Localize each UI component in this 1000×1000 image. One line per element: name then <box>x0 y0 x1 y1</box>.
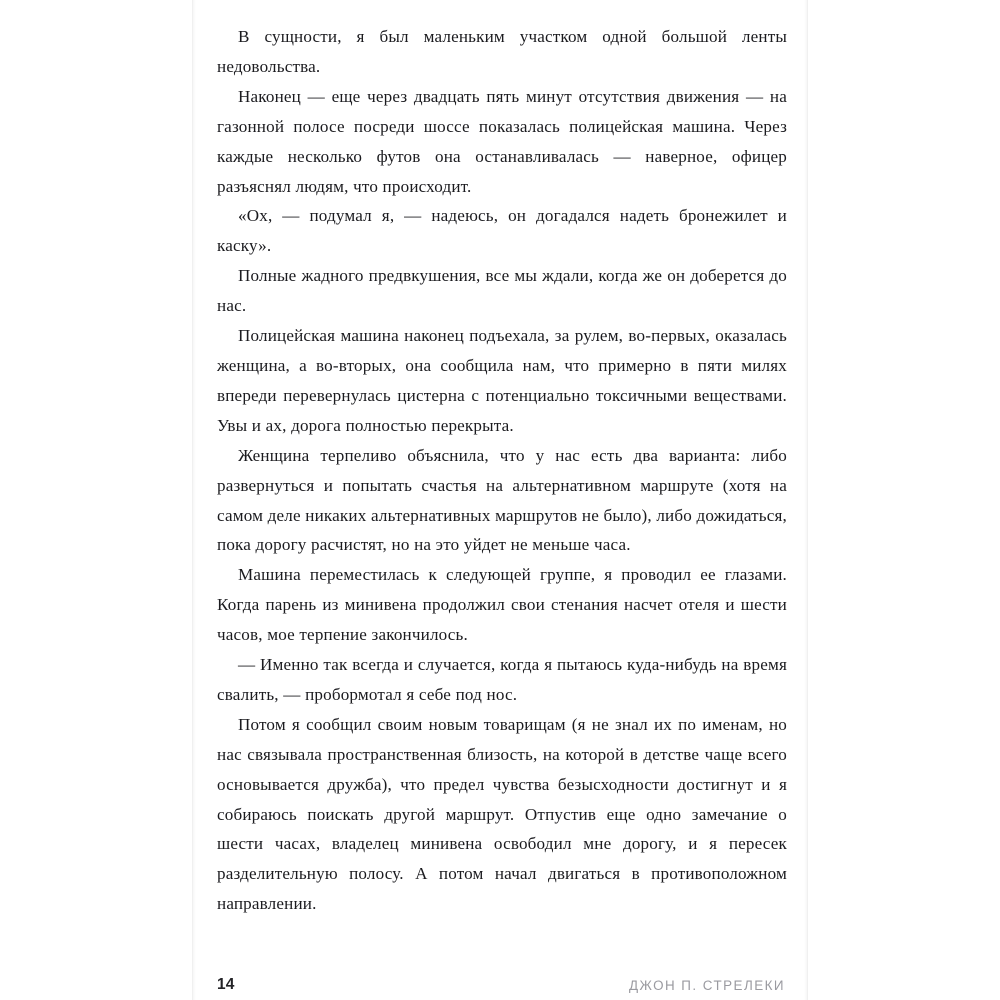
body-paragraph: «Ох, — подумал я, — надеюсь, он догадался надеть бронежилет и каску». <box>217 206 787 256</box>
page-right-edge-shadow <box>804 0 807 1000</box>
body-paragraph: Полицейская машина наконец подъехала, за рулем, во-первых, оказалась женщина, а во-вторых, она сообщила нам, что примерно в пяти милях впереди перевернулась цистерна с потенциально токсичными веществами. Увы и ах, дорога полностью перекрыта. <box>217 326 787 435</box>
body-paragraph: — Именно так всегда и случается, когда я пытаюсь куда-нибудь на время свалить, — пробормотал я себе под нос. <box>217 655 787 704</box>
body-paragraph: Машина переместилась к следующей группе, я проводил ее глазами. Когда парень из минивена продолжил свои стенания насчет отеля и шести часов, мое терпение закончилось. <box>217 565 787 645</box>
body-paragraph: В сущности, я был маленьким участком одной большой ленты недовольства. <box>217 27 787 76</box>
body-paragraph: Женщина терпеливо объяснила, что у нас есть два варианта: либо развернуться и попытать счастья на альтернативном маршруте (хотя на самом деле никаких альтернативных маршрутов не было), либо дожидаться, пока дорогу расчистят, но на это уйдет не меньше часа. <box>217 445 787 555</box>
page-number: 14 <box>217 975 235 993</box>
body-paragraph: Наконец — еще через двадцать пять минут отсутствия движения — на газонной полосе посреди шоссе показалась полицейская машина. Через каждые несколько футов она останавливалась — наверное, офицер разъяснял людям, что происходит. <box>217 86 787 196</box>
body-paragraph: Потом я сообщил своим новым товарищам (я не знал их по именам, но нас связывала пространственная близость, на которой в детстве чаще всего основывается дружба), что предел чувства безысходности достигнут и я собираюсь поискать другой маршрут. Отпустив еще одно замечание о шести часах, владелец минивена освободил мне дорогу, и я пересек разделительную полосу. А потом начал двигаться в противоположном направлении. <box>217 714 787 914</box>
page-footer <box>217 966 785 992</box>
running-head-author: ДЖОН П. СТРЕЛЕКИ <box>628 977 785 993</box>
page-text-column <box>217 22 787 919</box>
page-gutter-shadow <box>193 0 196 1000</box>
book-page-sheet <box>192 0 808 1000</box>
body-paragraph: Полные жадного предвкушения, все мы ждали, когда же он доберется до нас. <box>217 266 787 316</box>
